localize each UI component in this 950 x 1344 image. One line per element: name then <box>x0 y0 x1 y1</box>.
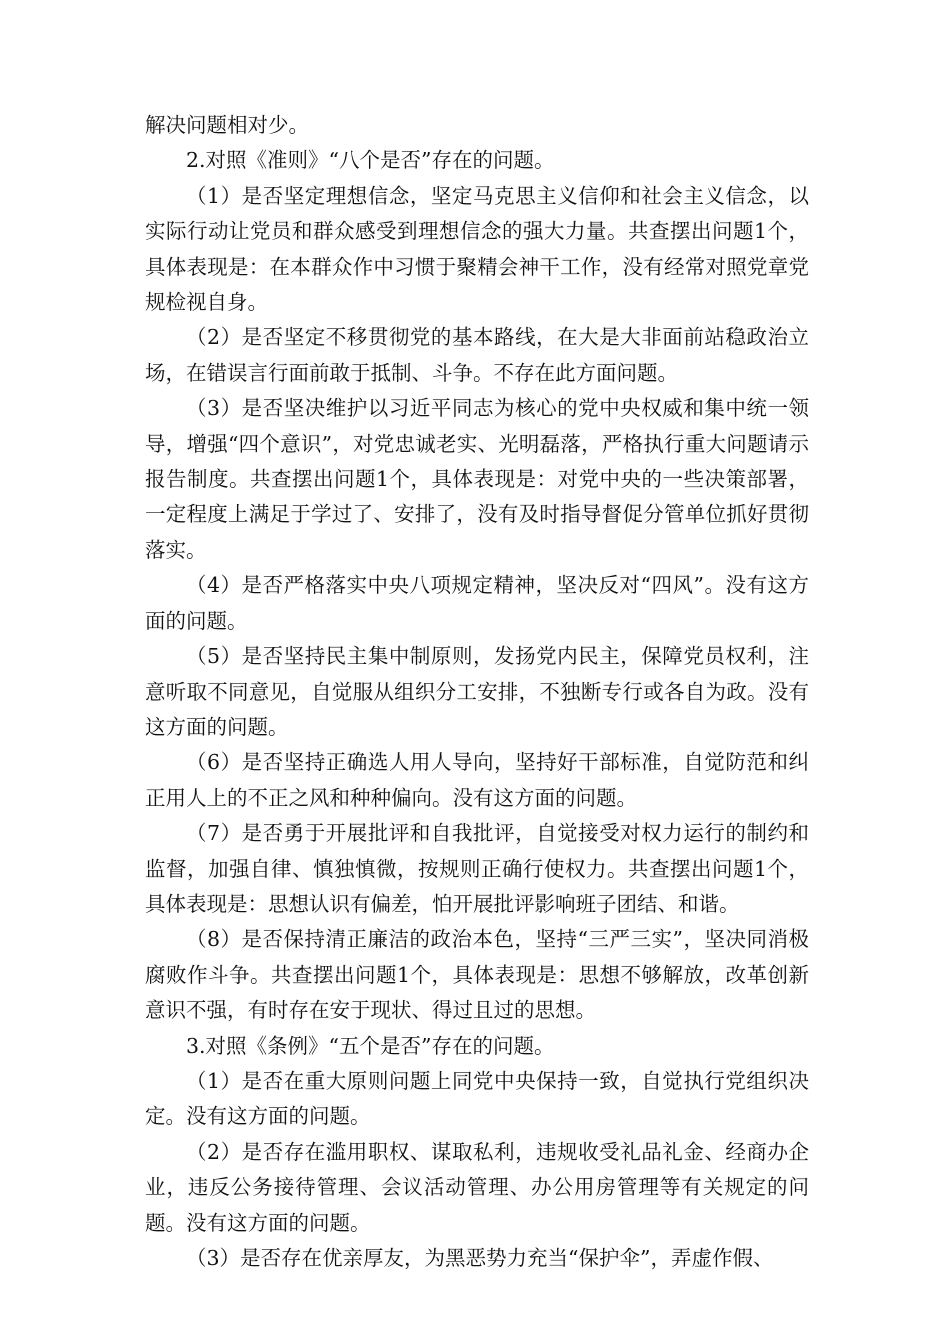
document-body <box>145 108 809 1276</box>
paragraph-item-8: （8）是否保持清正廉洁的政治本色，坚持“三严三实”，坚决同消极腐败作斗争。共查摆出问题1个，具体表现是：思想不够解放，改革创新意识不强，有时存在安于现状、得过且过的思想。 <box>145 927 809 1023</box>
paragraph-continuation: 解决问题相对少。 <box>145 113 309 137</box>
section-heading-3: 3.对照《条例》“五个是否”存在的问题。 <box>186 1033 555 1058</box>
paragraph-item-5: （5）是否坚持民主集中制原则，发扬党内民主，保障党员权利，注意听取不同意见，自觉服从组织分工安排，不独断专行或各自为政。没有这方面的问题。 <box>145 644 809 739</box>
paragraph-item-4: （4）是否严格落实中央八项规定精神，坚决反对“四风”。没有这方面的问题。 <box>145 573 809 633</box>
paragraph-regulation-item-1: （1）是否在重大原则问题上同党中央保持一致，自觉执行党组织决定。没有这方面的问题。 <box>145 1068 809 1129</box>
paragraph-item-3: （3）是否坚决维护以习近平同志为核心的党中央权威和集中统一领导，增强“四个意识”，对党忠诚老实、光明磊落，严格执行重大问题请示报告制度。共查摆出问题1个，具体表现是：对党中央的一些决策部署，一定程度上满足于学过了、安排了，没有及时指导督促分管单位抓好贯彻落实。 <box>145 396 809 562</box>
paragraph-item-2: （2）是否坚定不移贯彻党的基本路线，在大是大非面前站稳政治立场，在错误言行面前敢于抵制、斗争。不存在此方面问题。 <box>145 325 809 385</box>
paragraph-item-7: （7）是否勇于开展批评和自我批评，自觉接受对权力运行的制约和监督，加强自律、慎独慎微，按规则正确行使权力。共查摆出问题1个，具体表现是：思想认识有偏差，怕开展批评影响班子团结、和谐。 <box>145 821 809 916</box>
paragraph-item-1: （1）是否坚定理想信念，坚定马克思主义信仰和社会主义信念，以实际行动让党员和群众感受到理想信念的强大力量。共查摆出问题1个，具体表现是：在本群众作中习惯于聚精会神干工作，没有经常对照党章党规检视自身。 <box>145 183 809 315</box>
section-heading-2: 2.对照《准则》“八个是否”存在的问题。 <box>186 148 555 173</box>
paragraph-regulation-item-2: （2）是否存在滥用职权、谋取私利，违规收受礼品礼金、经商办企业，违反公务接待管理、会议活动管理、办公用房管理等有关规定的问题。没有这方面的问题。 <box>145 1139 809 1235</box>
paragraph-item-6: （6）是否坚持正确选人用人导向，坚持好干部标准，自觉防范和纠正用人上的不正之风和种种偏向。没有这方面的问题。 <box>145 750 809 810</box>
paragraph-regulation-item-3: （3）是否存在优亲厚友，为黑恶势力充当“保护伞”，弄虚作假、 <box>186 1246 774 1270</box>
